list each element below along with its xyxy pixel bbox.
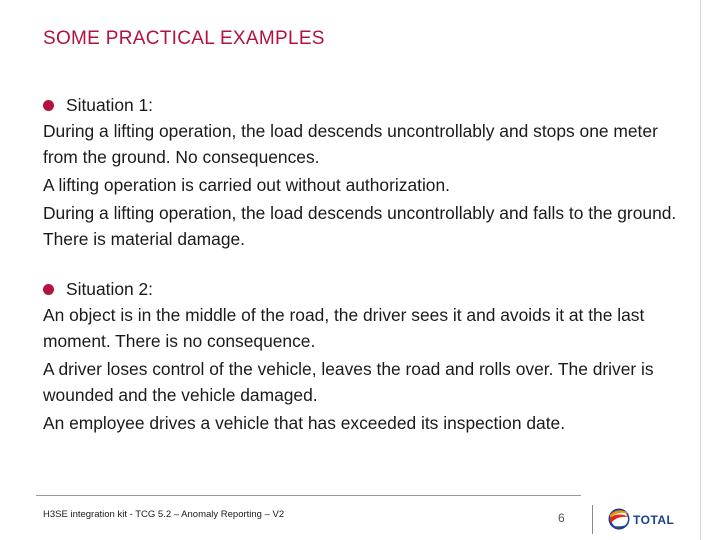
situation-heading-text: Situation 2: bbox=[66, 279, 154, 299]
slide-title: SOME PRACTICAL EXAMPLES bbox=[43, 28, 325, 49]
situation-2 bbox=[43, 276, 688, 436]
total-logo-wordmark: TOTAL bbox=[633, 513, 675, 527]
situation-1 bbox=[43, 92, 688, 252]
total-logo-mark-icon bbox=[609, 509, 630, 530]
paragraph: An employee drives a vehicle that has exceeded its inspection date. bbox=[43, 413, 566, 433]
bullet-dot-icon bbox=[43, 284, 54, 295]
situation-heading bbox=[43, 92, 688, 118]
paragraph: During a lifting operation, the load descends uncontrollably and falls to the ground. There is material damage. bbox=[43, 203, 677, 249]
right-edge-line bbox=[700, 0, 701, 540]
situation-heading bbox=[43, 276, 688, 302]
paragraph: An object is in the middle of the road, the driver sees it and avoids it at the last moment. There is no consequence. bbox=[43, 305, 645, 351]
footer-text: H3SE integration kit - TCG 5.2 – Anomaly Reporting – V2 bbox=[43, 509, 285, 520]
paragraph: During a lifting operation, the load descends uncontrollably and stops one meter from the ground. No consequences. bbox=[43, 121, 658, 167]
paragraph: A driver loses control of the vehicle, leaves the road and rolls over. The driver is wounded and the vehicle damaged. bbox=[43, 359, 654, 405]
situation-heading-text: Situation 1: bbox=[66, 95, 154, 115]
total-logo bbox=[607, 505, 685, 533]
paragraph: A lifting operation is carried out without authorization. bbox=[43, 175, 450, 195]
logo-separator bbox=[592, 505, 593, 534]
bullet-dot-icon bbox=[43, 100, 54, 111]
slide-body bbox=[43, 92, 688, 438]
footer-divider bbox=[36, 495, 581, 496]
page-number: 6 bbox=[558, 511, 565, 525]
